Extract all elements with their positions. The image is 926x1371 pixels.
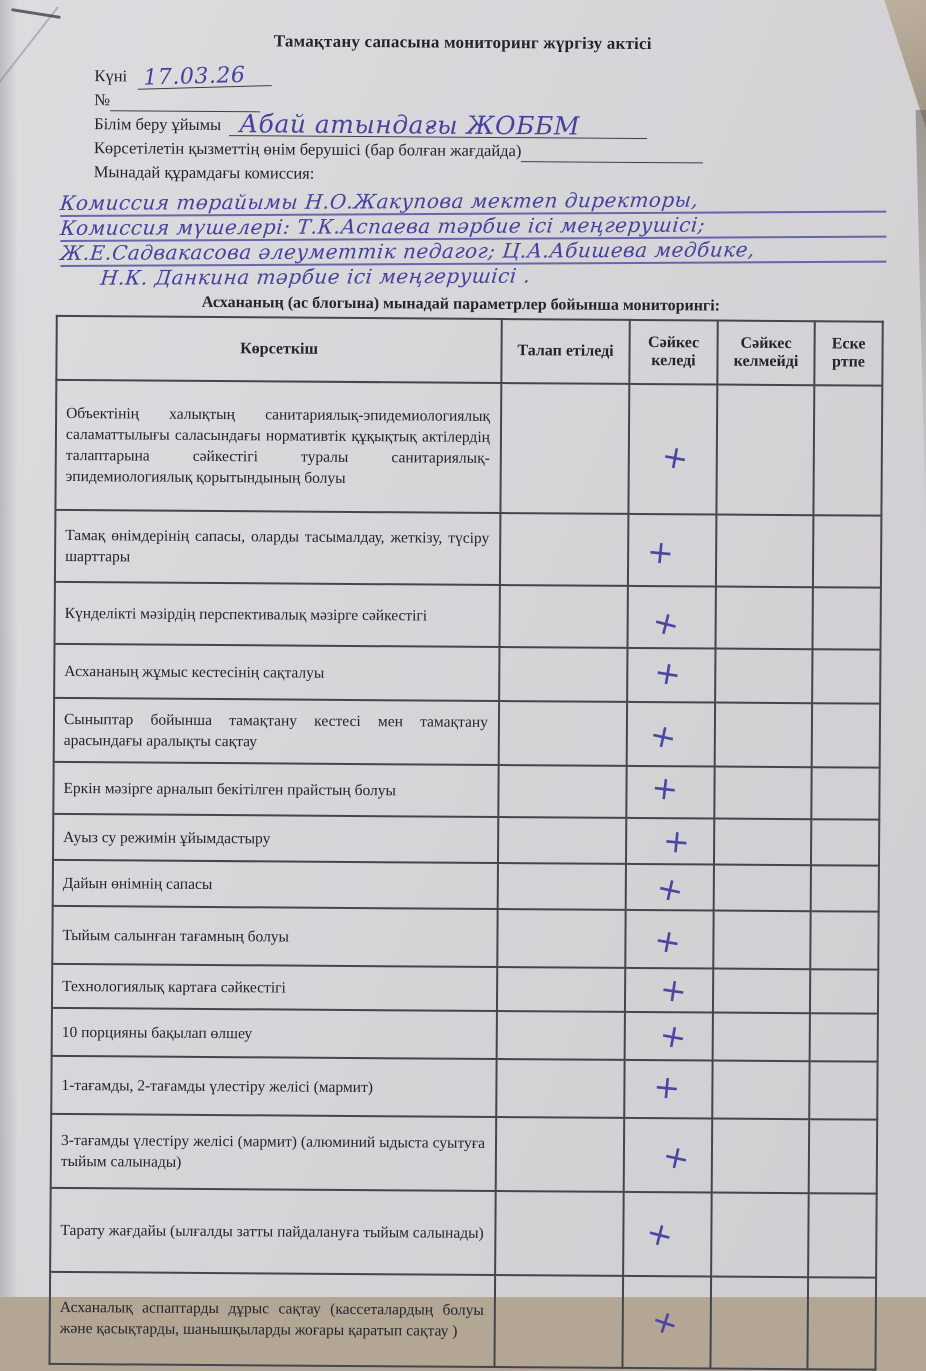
indicator-cell: 10 порцияны бақылап өлшеу — [52, 1008, 497, 1059]
table-row — [50, 1188, 877, 1278]
eskertpe-cell — [808, 1193, 877, 1277]
check-mark: + — [656, 1015, 690, 1058]
indicator-cell: 3-тағамды үлестіру желісі (мармит) (алюминий ыдыста суытуға тыйым салынады) — [51, 1114, 497, 1191]
column-header-talap-etiledi: Талап етіледі — [501, 319, 629, 384]
indicator-cell: Ауыз су режимін ұйымдастыру — [53, 814, 498, 863]
commission-line: Ж.Е.Садвакасова әлеуметтік педагог; Ц.А.Абишева медбике, — [60, 238, 886, 267]
table-row — [52, 906, 878, 970]
eskertpe-cell — [811, 865, 879, 911]
eskertpe-cell — [811, 767, 879, 819]
sajkes-kelmejdi-cell — [712, 1119, 810, 1194]
sajkes-keledi-cell — [626, 766, 714, 819]
sajkes-kelmejdi-cell — [714, 819, 811, 866]
talap-cell — [498, 863, 626, 910]
commission-line: Н.К. Данкина тәрбие ісі меңгерушісі . — [99, 263, 532, 290]
sajkes-kelmejdi-cell — [715, 703, 812, 768]
sajkes-keledi-cell — [627, 648, 715, 703]
organization-label: Білім беру ұйымы — [94, 114, 222, 135]
check-mark: + — [645, 531, 676, 573]
talap-cell — [494, 1275, 623, 1368]
indicator-cell: Асханалық аспаптарды дұрыс сақтау (кассеталардың болуы және қасықтарды, шанышқыларды жоғары қаратып сақтау ) — [49, 1272, 495, 1367]
talap-cell — [497, 967, 625, 1012]
table-row — [54, 698, 880, 768]
check-mark: + — [658, 436, 692, 479]
talap-cell — [497, 909, 625, 968]
check-mark: + — [650, 920, 685, 963]
talap-cell — [499, 647, 627, 702]
table-row — [53, 860, 879, 912]
sajkes-kelmejdi-cell — [714, 767, 811, 820]
table-row — [52, 1008, 878, 1062]
indicator-cell: Технологиялық картаға сәйкестігі — [52, 964, 497, 1011]
talap-cell — [498, 817, 626, 864]
column-header-indicator: Көрсеткіш — [56, 316, 501, 383]
provider-label: Көрсетілетін қызметтің өнім берушісі (бар болған жағдайда) — [93, 138, 522, 161]
eskertpe-cell — [813, 515, 882, 587]
sajkes-keledi-cell — [627, 586, 715, 649]
sajkes-keledi-cell — [624, 1118, 713, 1193]
table-row — [55, 510, 881, 588]
check-mark: + — [641, 1212, 678, 1256]
field-commission — [94, 160, 885, 189]
check-mark: + — [646, 1299, 684, 1345]
table-intro: Асхананың (ас блогына) мынадай параметрлер бойынша мониторингі: — [201, 293, 721, 315]
table-row — [55, 582, 881, 650]
indicator-cell: Тамақ өнімдерінің сапасы, оларды тасымалдау, жеткізу, түсіру шарттары — [55, 510, 500, 585]
sajkes-kelmejdi-cell — [715, 649, 812, 704]
provider-blank-line — [521, 140, 703, 163]
eskertpe-cell — [812, 587, 880, 649]
eskertpe-cell — [809, 1061, 877, 1119]
check-mark: + — [649, 767, 680, 809]
indicator-cell: 1-тағамды, 2-тағамды үлестіру желісі (мармит) — [51, 1056, 496, 1117]
indicator-cell: Объектінің халықтың санитариялық-эпидемиологиялық саламаттылығы саласындағы нормативтік құқықтық актілердің талаптарына сәйкестігі туралы санитариялық-эпидемиологиялық қорытындының болуы — [55, 380, 501, 513]
eskertpe-cell — [813, 385, 882, 515]
talap-cell — [498, 765, 626, 818]
check-mark: + — [661, 821, 692, 862]
sajkes-kelmejdi-cell — [714, 865, 811, 912]
table-row — [53, 762, 879, 820]
table-row — [49, 1272, 876, 1370]
number-blank-line — [110, 89, 260, 112]
indicator-cell: Тарату жағдайы (ылғалды затты пайдалануға тыйым салынады) — [50, 1188, 496, 1275]
indicator-cell: Күнделікті мәзірдің перспективалық мәзірге сәйкестігі — [55, 582, 500, 647]
table-row — [54, 644, 880, 704]
sajkes-keledi-cell — [627, 702, 715, 767]
check-mark: + — [647, 601, 684, 645]
sajkes-keledi-cell — [625, 910, 713, 969]
field-date — [94, 64, 885, 93]
talap-cell — [500, 513, 628, 586]
talap-cell — [499, 585, 627, 648]
table-row — [52, 964, 878, 1014]
sajkes-keledi-cell — [628, 384, 717, 515]
sajkes-keledi-cell — [624, 1060, 712, 1119]
sajkes-keledi-cell — [628, 514, 717, 587]
number-label: № — [94, 90, 111, 110]
commission-line: Комиссия төрайымы Н.О.Жакупова мектеп директоры, — [60, 188, 886, 217]
check-mark: + — [651, 1067, 682, 1108]
sajkes-kelmejdi-cell — [712, 1061, 809, 1120]
sajkes-kelmejdi-cell — [710, 1277, 808, 1370]
table-row — [53, 814, 879, 866]
table-row — [55, 380, 882, 516]
sajkes-kelmejdi-cell — [713, 1013, 810, 1062]
talap-cell — [496, 1117, 625, 1192]
sajkes-keledi-cell — [625, 1012, 713, 1061]
eskertpe-cell — [807, 1277, 876, 1369]
eskertpe-cell — [809, 1119, 878, 1193]
indicator-cell: Сыныптар бойынша тамақтану кестесі мен тамақтану арасындағы аралықты сақтау — [54, 698, 499, 765]
eskertpe-cell — [812, 649, 880, 703]
indicator-cell: Еркін мәзірге арналып бекітілген прайстың болуы — [53, 762, 498, 817]
eskertpe-cell — [810, 1013, 878, 1061]
talap-cell — [500, 383, 629, 514]
sajkes-keledi-cell — [626, 864, 714, 911]
check-mark: + — [652, 867, 687, 911]
column-header-sajkes-keledi: Сәйкес келеді — [629, 320, 717, 385]
sajkes-keledi-cell — [622, 1276, 711, 1369]
sajkes-kelmejdi-cell — [711, 1193, 809, 1278]
talap-cell — [496, 1059, 624, 1118]
sajkes-keledi-cell — [623, 1192, 712, 1277]
page-title: Тамақтану сапасына мониторинг жүргізу актісі — [273, 31, 652, 54]
sajkes-kelmejdi-cell — [715, 587, 812, 650]
column-header-eskertpe: Еске ртпе — [814, 321, 882, 385]
commission-label: Мынадай құрамдағы комиссия: — [93, 162, 315, 183]
sajkes-kelmejdi-cell — [716, 515, 814, 588]
talap-cell — [497, 1011, 625, 1060]
commission-line: Комиссия мүшелері: Т.К.Аспаева тәрбие ісі меңгерушісі; — [60, 213, 886, 242]
indicator-cell: Тыйым салынған тағамның болуы — [52, 906, 497, 967]
sajkes-keledi-cell — [626, 818, 714, 865]
eskertpe-cell — [810, 969, 878, 1013]
eskertpe-cell — [812, 703, 880, 767]
organization-handwritten-value: Абай атындағы ЖОББМ — [229, 113, 647, 139]
table-row — [51, 1056, 877, 1120]
monitoring-table — [48, 315, 883, 1371]
eskertpe-cell — [810, 911, 878, 969]
table-header-row — [56, 316, 882, 386]
date-label: Күні — [94, 66, 128, 86]
check-mark: + — [645, 714, 681, 758]
sajkes-kelmejdi-cell — [713, 969, 810, 1014]
date-handwritten-value: 17.03.26 — [137, 65, 272, 90]
table-row — [51, 1114, 877, 1194]
column-header-sajkes-kelmejdi: Сәйкес келмейді — [717, 321, 814, 386]
sajkes-kelmejdi-cell — [713, 911, 810, 970]
table-body — [49, 380, 882, 1370]
eskertpe-cell — [811, 819, 879, 865]
indicator-cell: Дайын өнімнің сапасы — [53, 860, 498, 909]
talap-cell — [495, 1191, 624, 1276]
talap-cell — [499, 701, 627, 766]
commission-lines — [60, 188, 887, 290]
check-mark: + — [657, 969, 690, 1011]
indicator-cell: Асхананың жұмыс кестесінің сақталуы — [54, 644, 499, 701]
check-mark: + — [658, 1135, 694, 1179]
check-mark: + — [650, 652, 684, 695]
sajkes-kelmejdi-cell — [716, 385, 814, 516]
sajkes-keledi-cell — [625, 968, 713, 1013]
